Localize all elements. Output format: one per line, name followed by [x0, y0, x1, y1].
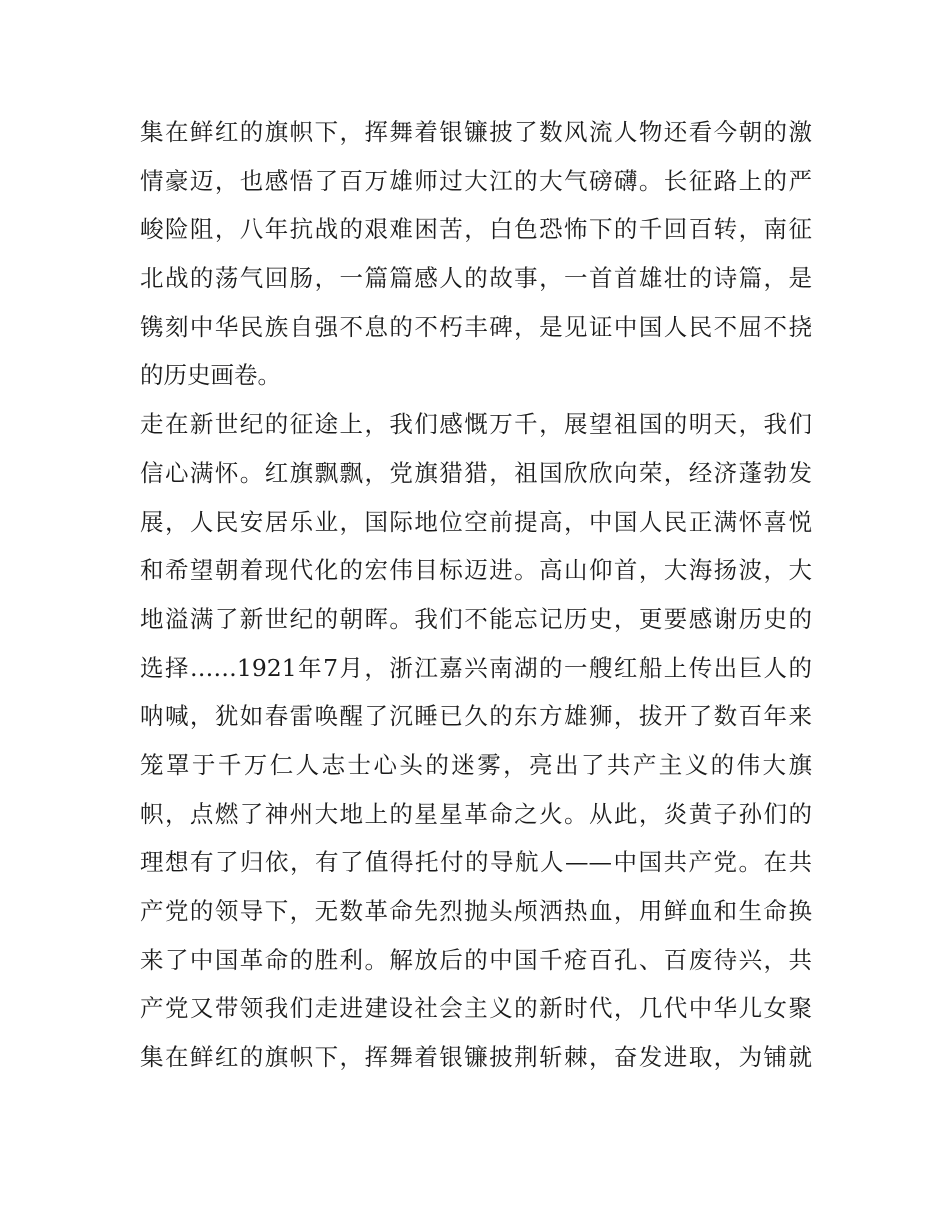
text-line-5: 镌刻中华民族自强不息的不朽丰碑，是见证中国人民不屈不挠 — [140, 312, 812, 341]
text-line-6: 的历史画卷。 — [140, 361, 281, 390]
text-line-17: 产党的领导下，无数革命先烈抛头颅洒热血，用鲜血和生命换 — [140, 897, 812, 925]
text-line-10: 和希望朝着现代化的宏伟目标迈进。高山仰首，大海扬波，大 — [140, 556, 812, 585]
text-line-15: 帜，点燃了神州大地上的星星革命之火。从此，炎黄子孙们的 — [140, 799, 812, 828]
text-line-12: 选择……1921年7月，浙江嘉兴南湖的一艘红船上传出巨人的 — [140, 653, 812, 682]
text-line-8: 信心满怀。红旗飘飘，党旗猎猎，祖国欣欣向荣，经济蓬勃发 — [140, 458, 812, 487]
text-line-2: 情豪迈，也感悟了百万雄师过大江的大气磅礴。长征路上的严 — [140, 166, 812, 195]
text-line-16: 理想有了归依，有了值得托付的导航人——中国共产党。在共 — [140, 848, 812, 877]
text-line-3: 峻险阻，八年抗战的艰难困苦，白色恐怖下的千回百转，南征 — [140, 215, 812, 244]
document-body — [140, 108, 812, 1082]
text-line-4: 北战的荡气回肠，一篇篇感人的故事，一首首雄壮的诗篇，是 — [140, 264, 812, 293]
text-line-19: 产党又带领我们走进建设社会主义的新时代，几代中华儿女聚 — [140, 994, 812, 1023]
text-line-18: 来了中国革命的胜利。解放后的中国千疮百孔、百废待兴，共 — [140, 945, 812, 974]
text-line-11: 地溢满了新世纪的朝晖。我们不能忘记历史，更要感谢历史的 — [140, 604, 812, 633]
text-line-20: 集在鲜红的旗帜下，挥舞着银镰披荆斩棘，奋发进取，为铺就 — [140, 1043, 812, 1072]
text-line-14: 笼罩于千万仁人志士心头的迷雾，亮出了共产主义的伟大旗 — [140, 750, 812, 779]
text-line-13: 呐喊，犹如春雷唤醒了沉睡已久的东方雄狮，拔开了数百年来 — [140, 702, 812, 731]
text-line-9: 展，人民安居乐业，国际地位空前提高，中国人民正满怀喜悦 — [140, 507, 812, 536]
text-line-7: 走在新世纪的征途上，我们感慨万千，展望祖国的明天，我们 — [140, 410, 812, 439]
text-line-1: 集在鲜红的旗帜下，挥舞着银镰披了数风流人物还看今朝的激 — [140, 118, 812, 146]
